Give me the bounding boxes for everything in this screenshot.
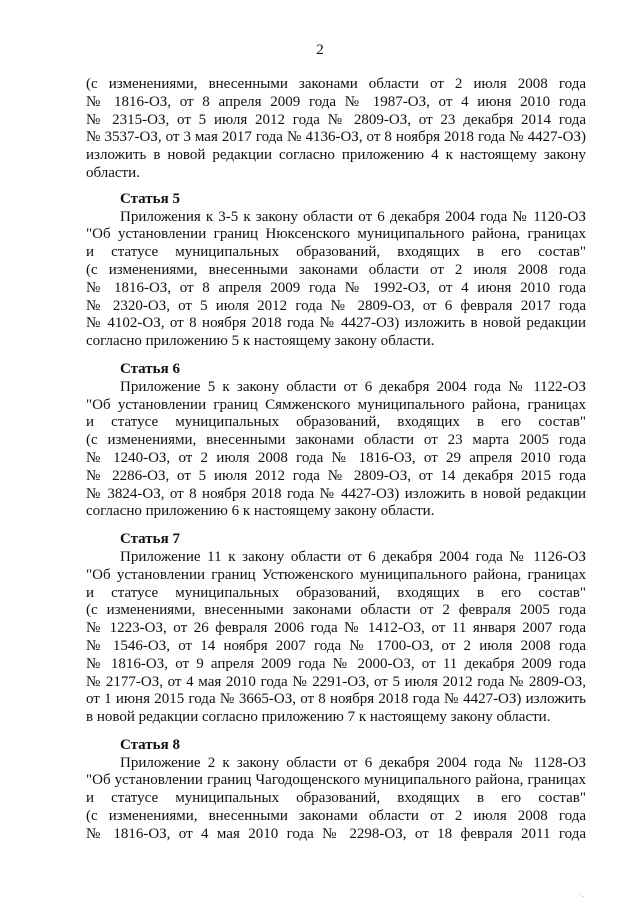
article-text (86, 549, 586, 727)
text-line: № 1546-ОЗ, от 14 ноября 2007 года № 1700-ОЗ, от 2 июля 2008 года (86, 637, 586, 654)
text-line: (с изменениями, внесенными законами области от 2 июля 2008 года (86, 808, 586, 825)
article-text (86, 379, 586, 521)
text-line: (с изменениями, внесенными законами области от 23 марта 2005 года (86, 432, 586, 449)
article-title: Статья 5 (120, 190, 180, 207)
text-line: Приложение 11 к закону области от 6 декабря 2004 года № 1126-ОЗ (120, 548, 586, 565)
text-line: и статусе муниципальных образований, входящих в его состав" (86, 790, 586, 807)
text-line: (с изменениями, внесенными законами области от 2 июля 2008 года (86, 261, 586, 278)
text-line: "Об установлении границ Чагодощенского муниципального района, границах (86, 772, 586, 789)
text-line: № 3537-ОЗ, от 3 мая 2017 года № 4136-ОЗ, от 8 ноября 2018 года № 4427-ОЗ) (86, 129, 586, 146)
text-line: "Об установлении границ Сямженского муниципального района, границах (86, 396, 586, 413)
article-5 (86, 191, 586, 351)
scan-artifact-mark: · . (578, 891, 584, 899)
article-6 (86, 361, 586, 521)
intro-paragraph (86, 76, 586, 183)
text-line: согласно приложению 6 к настоящему закону области. (86, 503, 435, 520)
article-text (86, 755, 586, 844)
article-text (86, 209, 586, 351)
text-line: № 1816-ОЗ, от 9 апреля 2009 года № 2000-ОЗ, от 11 декабря 2009 года (86, 655, 586, 672)
text-line: "Об установлении границ Устюженского муниципального района, границах (86, 566, 586, 583)
article-title: Статья 8 (120, 736, 180, 753)
text-line: Приложение 2 к закону области от 6 декабря 2004 года № 1128-ОЗ (120, 754, 586, 771)
text-line: № 2320-ОЗ, от 5 июля 2012 года № 2809-ОЗ, от 6 февраля 2017 года (86, 297, 586, 314)
text-line: № 2286-ОЗ, от 5 июля 2012 года № 2809-ОЗ, от 14 декабря 2015 года (86, 467, 586, 484)
text-line: изложить в новой редакции согласно приложению 4 к настоящему закону (86, 147, 586, 164)
text-line: "Об установлении границ Нюксенского муниципального района, границах (86, 226, 586, 243)
text-line: Приложения к 3-5 к закону области от 6 декабря 2004 года № 1120-ОЗ (120, 208, 586, 225)
text-line: № 1816-ОЗ, от 4 мая 2010 года № 2298-ОЗ, от 18 февраля 2011 года (86, 825, 586, 842)
article-title: Статья 7 (120, 531, 180, 548)
text-line: (с изменениями, внесенными законами области от 2 июля 2008 года (86, 76, 586, 92)
text-line: № 2315-ОЗ, от 5 июля 2012 года № 2809-ОЗ, от 23 декабря 2014 года (86, 111, 586, 128)
text-line: № 4102-ОЗ, от 8 ноября 2018 года № 4427-ОЗ) изложить в новой редакции (86, 315, 586, 332)
text-line: от 1 июня 2015 года № 3665-ОЗ, от 8 ноября 2018 года № 4427-ОЗ) изложить (86, 691, 586, 708)
document-body (86, 76, 586, 854)
page-number: 2 (316, 42, 324, 58)
text-line: № 2177-ОЗ, от 4 мая 2010 года № 2291-ОЗ, от 5 июля 2012 года № 2809-ОЗ, (86, 673, 586, 690)
text-line: (с изменениями, внесенными законами области от 2 февраля 2005 года (86, 602, 586, 619)
text-line: № 3824-ОЗ, от 8 ноября 2018 года № 4427-ОЗ) изложить в новой редакции (86, 485, 586, 502)
text-line: № 1816-ОЗ, от 8 апреля 2009 года № 1987-ОЗ, от 4 июня 2010 года (86, 93, 586, 110)
text-line: и статусе муниципальных образований, входящих в его состав" (86, 414, 586, 431)
text-line: в новой редакции согласно приложению 7 к настоящему закону области. (86, 709, 551, 726)
text-line: и статусе муниципальных образований, входящих в его состав" (86, 244, 586, 261)
text-line: № 1816-ОЗ, от 8 апреля 2009 года № 1992-ОЗ, от 4 июня 2010 года (86, 279, 586, 296)
article-7 (86, 531, 586, 727)
text-line: № 1223-ОЗ, от 26 февраля 2006 года № 1412-ОЗ, от 11 января 2007 года (86, 620, 586, 637)
text-line: области. (86, 164, 140, 181)
article-8 (86, 737, 586, 844)
article-title: Статья 6 (120, 360, 180, 377)
text-line: Приложение 5 к закону области от 6 декабря 2004 года № 1122-ОЗ (120, 378, 586, 395)
text-line: № 1240-ОЗ, от 2 июля 2008 года № 1816-ОЗ, от 29 апреля 2010 года (86, 449, 586, 466)
text-line: и статусе муниципальных образований, входящих в его состав" (86, 584, 586, 601)
text-line: согласно приложению 5 к настоящему закону области. (86, 333, 435, 350)
